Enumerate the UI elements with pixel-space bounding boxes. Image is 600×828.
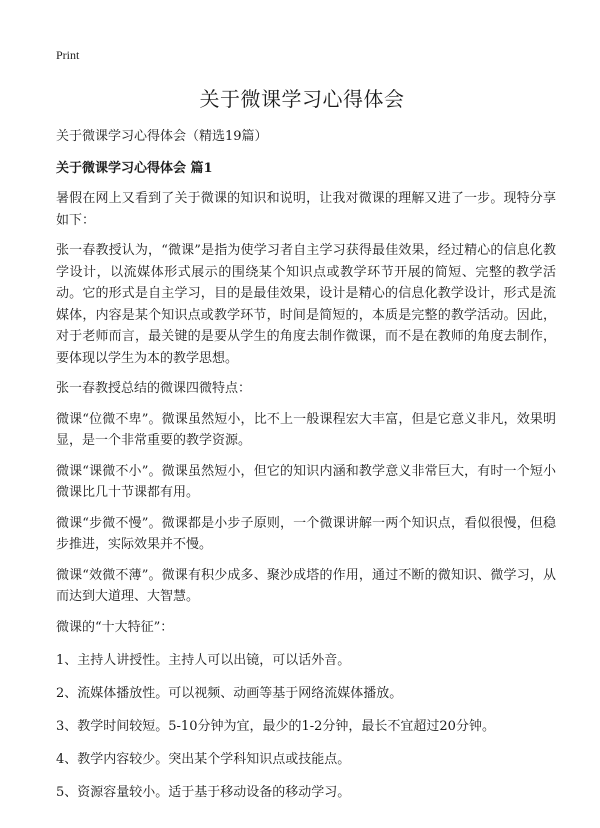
list-item: 4、教学内容较少。突出某个学科知识点或技能点。	[56, 752, 351, 767]
list-item: 3、教学时间较短。5-10分钟为宜，最少的1-2分钟，最长不宜超过20分钟。	[56, 719, 495, 734]
print-link[interactable]: Print	[56, 48, 80, 62]
paragraph-features-heading: 张一春教授总结的微课四微特点：	[56, 381, 252, 396]
paragraph-ten-features: 微课的“十大特征”：	[56, 619, 174, 635]
list-item: 2、流媒体播放性。可以视频、动画等基于网络流媒体播放。	[56, 686, 403, 701]
paragraph-feature-1: 微课“位微不卑”。微课虽然短小，比不上一般课程宏大丰富，但是它意义非凡，效果明显，是一个非常重要的教学资源。	[56, 411, 556, 448]
document-subtitle: 关于微课学习心得体会（精选19篇）	[56, 129, 268, 144]
paragraph-intro: 暑假在网上又看到了关于微课的知识和说明，让我对微课的理解又进了一步。现特分享如下：	[56, 191, 556, 228]
list-item: 1、主持人讲授性。主持人可以出镜，可以话外音。	[56, 653, 351, 668]
list-item: 5、资源容量较小。适于基于移动设备的移动学习。	[56, 785, 351, 800]
section-heading: 关于微课学习心得体会 篇1	[56, 161, 213, 176]
paragraph-definition: 张一春教授认为，“微课”是指为使学习者自主学习获得最佳效果，经过精心的信息化教学设计，以流媒体形式展示的围绕某个知识点或教学环节开展的简短、完整的教学活动。它的形式是自主学习，目的是最佳效果，设计是精心的信息化教学设计，形式是流媒体，内容是某个知识点或教学环节，时间是简短的，本质是完整的教学活动。因此，对于老师而言，最关键的是要从学生的角度去制作微课，而不是在教师的角度去制作，要体现以学生为本的教学思想。	[56, 243, 556, 366]
paragraph-feature-3: 微课“步微不慢”。微课都是小步子原则，一个微课讲解一两个知识点，看似很慢，但稳步推进，实际效果并不慢。	[56, 515, 556, 552]
page-title: 关于微课学习心得体会	[199, 87, 405, 111]
paragraph-feature-2: 微课“课微不小”。微课虽然短小，但它的知识内涵和教学意义非常巨大，有时一个短小微课比几十节课都有用。	[56, 463, 556, 500]
paragraph-feature-4: 微课“效微不薄”。微课有积少成多、聚沙成塔的作用，通过不断的微知识、微学习，从而达到大道理、大智慧。	[56, 567, 556, 604]
